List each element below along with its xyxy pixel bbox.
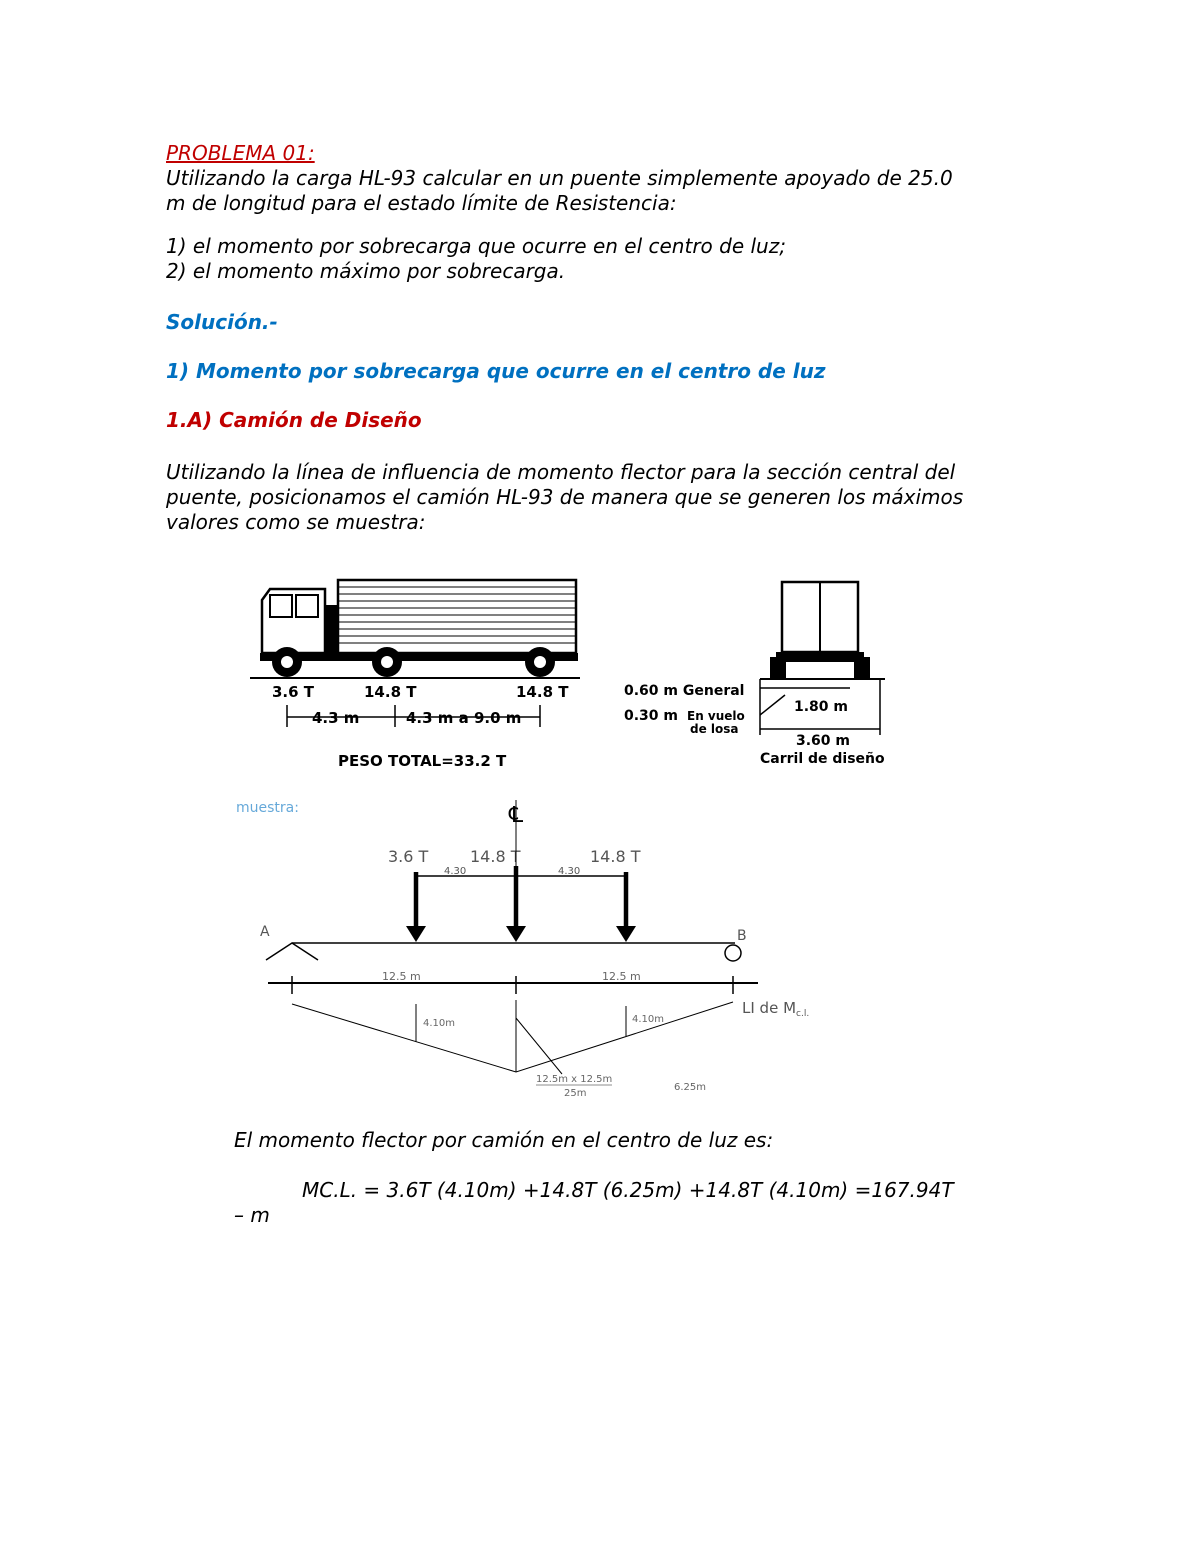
- part1-heading: 1) Momento por sobrecarga que ocurre en el centro de luz: [166, 359, 826, 383]
- centerline-symbol: ℄: [509, 803, 524, 828]
- overhang-label-2: En vuelo: [687, 709, 745, 723]
- caption-fragment: muestra:: [236, 800, 299, 816]
- track-width-label: 1.80 m: [794, 699, 849, 715]
- axle-label-1: 3.6 T: [272, 683, 315, 701]
- problem-title: PROBLEMA 01:: [166, 141, 315, 165]
- wheel-rear: [525, 647, 555, 677]
- formula-top: 12.5m x 12.5m: [536, 1074, 613, 1085]
- result-equation: MC.L. = 3.6T (4.10m) +14.8T (6.25m) +14.8T (4.10m) =167.94T: [302, 1178, 954, 1202]
- load-label-3: 14.8 T: [590, 847, 641, 866]
- load-label-1: 3.6 T: [388, 847, 429, 866]
- axle-label-2: 14.8 T: [364, 683, 417, 701]
- load-arrow-3: [616, 872, 636, 942]
- axle-label-3: 14.8 T: [516, 683, 569, 701]
- problem-statement-line2: m de longitud para el estado límite de Resistencia:: [166, 191, 677, 215]
- half-span-left: 12.5 m: [382, 970, 421, 983]
- overhang-label-1: 0.30 m: [624, 708, 679, 724]
- ordinate-left: 4.10m: [423, 1018, 456, 1029]
- total-weight-label: PESO TOTAL=33.2 T: [338, 752, 507, 770]
- load-arrow-1: [406, 872, 426, 942]
- dist-label-1: 4.30: [444, 866, 467, 877]
- paragraph-line3: valores como se muestra:: [166, 510, 426, 534]
- support-b-label: B: [737, 928, 747, 944]
- solution-heading: Solución.-: [166, 310, 278, 334]
- li-label: LI de $M_{c.l.}$: [742, 999, 810, 1019]
- problem-item-2: 2) el momento máximo por sobrecarga.: [166, 259, 566, 283]
- spacing-label-1: 4.3 m: [312, 709, 360, 727]
- influence-line-figure: [230, 790, 870, 1110]
- roller-support-b: [725, 945, 741, 961]
- formula-bottom: 25m: [564, 1088, 587, 1099]
- spacing-label-2: 4.3 m a 9.0 m: [406, 709, 522, 727]
- lane-label: Carril de diseño: [760, 751, 885, 767]
- support-a-label: A: [260, 924, 270, 940]
- problem-statement-line1: Utilizando la carga HL-93 calcular en un puente simplemente apoyado de 25.0: [166, 166, 953, 190]
- overhang-label-3: de losa: [690, 722, 739, 736]
- paragraph-line2: puente, posicionamos el camión HL-93 de manera que se generen los máximos: [166, 485, 964, 509]
- result-equation-continued: – m: [234, 1203, 270, 1227]
- part1a-heading: 1.A) Camión de Diseño: [166, 408, 422, 432]
- lane-width-label: 3.60 m: [796, 733, 851, 749]
- trailer-box: [338, 580, 576, 653]
- wheel-front: [272, 647, 302, 677]
- wheel-middle: [372, 647, 402, 677]
- result-intro: El momento flector por camión en el centro de luz es:: [234, 1128, 774, 1152]
- problem-item-1: 1) el momento por sobrecarga que ocurre en el centro de luz;: [166, 234, 786, 258]
- truck-figure: [240, 565, 920, 780]
- influence-line: [292, 1002, 733, 1072]
- ordinate-right: 4.10m: [632, 1014, 665, 1025]
- pin-support-a: [266, 943, 318, 960]
- ordinate-center: 6.25m: [674, 1082, 707, 1093]
- half-span-right: 12.5 m: [602, 970, 641, 983]
- paragraph-line1: Utilizando la línea de influencia de momento flector para la sección central del: [166, 460, 956, 484]
- dist-label-2: 4.30: [558, 866, 581, 877]
- load-label-2: 14.8 T: [470, 847, 521, 866]
- general-label: 0.60 m General: [624, 683, 745, 699]
- load-arrow-2: [506, 866, 526, 942]
